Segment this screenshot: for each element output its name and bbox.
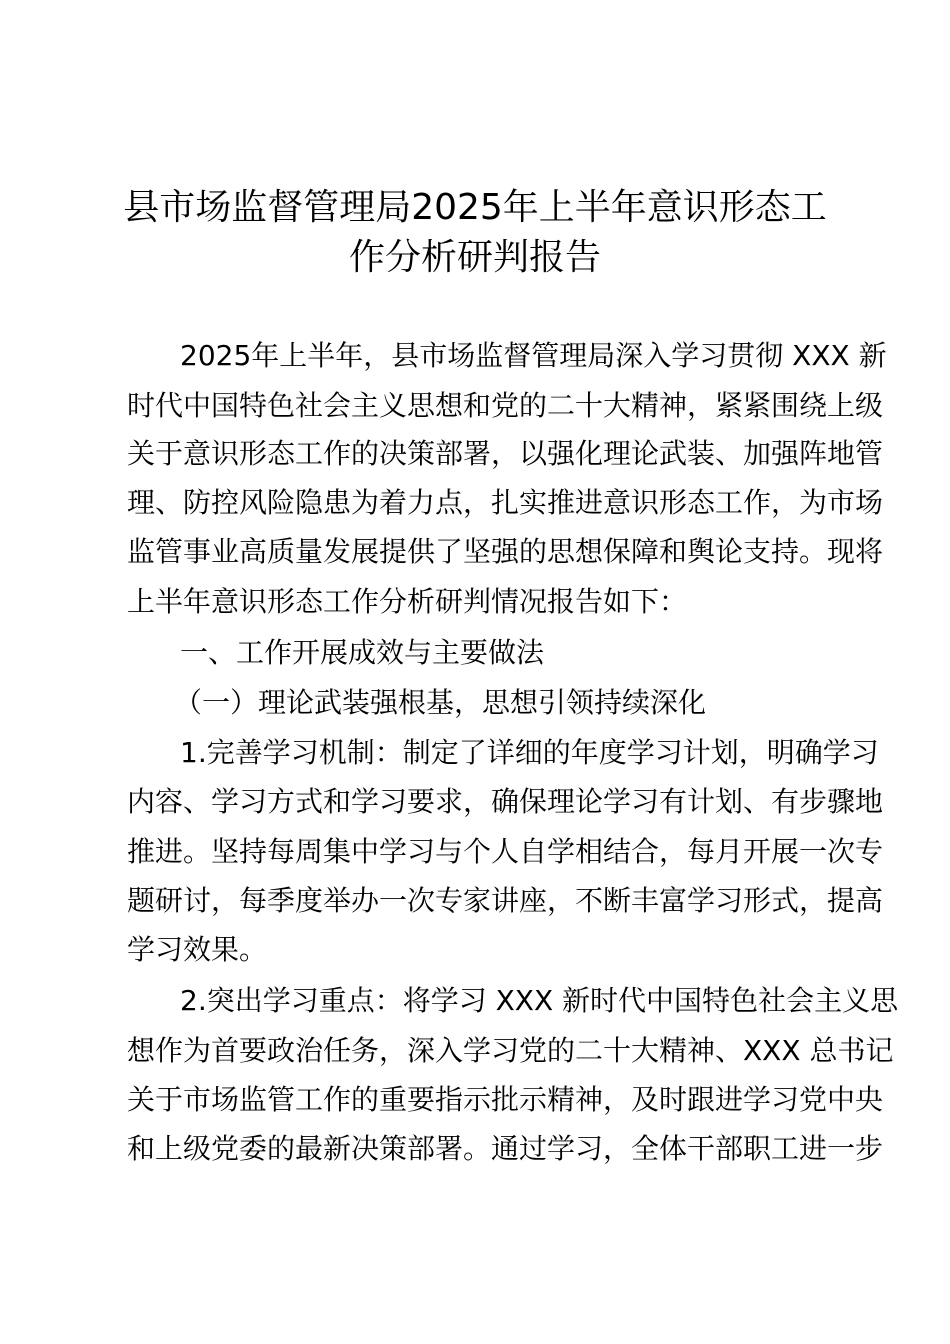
intro-line-2: 时代中国特色社会主义思想和党的二十大精神，紧紧围绕上级 xyxy=(127,389,884,422)
intro-line-1: 2025年上半年，县市场监督管理局深入学习贯彻 XXX 新 xyxy=(180,339,887,372)
section-heading: 一、工作开展成效与主要做法 xyxy=(180,636,545,669)
item1-line-1: 1.完善学习机制：制定了详细的年度学习计划，明确学习 xyxy=(180,736,879,769)
document-title-line-2: 作分析研判报告 xyxy=(348,237,601,278)
item1-line-3: 推进。坚持每周集中学习与个人自学相结合，每月开展一次专 xyxy=(127,835,884,868)
item2-line-3: 关于市场监管工作的重要指示批示精神，及时跟进学习党中央 xyxy=(127,1083,884,1116)
intro-line-3: 关于意识形态工作的决策部署，以强化理论武装、加强阵地管 xyxy=(127,437,884,470)
intro-line-4: 理、防控风险隐患为着力点，扎实推进意识形态工作，为市场 xyxy=(127,486,884,519)
intro-line-5: 监管事业高质量发展提供了坚强的思想保障和舆论支持。现将 xyxy=(127,535,884,568)
item2-line-2: 想作为首要政治任务，深入学习党的二十大精神、XXX 总书记 xyxy=(127,1034,894,1067)
intro-line-6: 上半年意识形态工作分析研判情况报告如下： xyxy=(127,585,688,618)
item1-line-5: 学习效果。 xyxy=(127,933,268,966)
item1-line-2: 内容、学习方式和学习要求，确保理论学习有计划、有步骤地 xyxy=(127,785,884,818)
document-title-line-1: 县市场监督管理局2025年上半年意识形态工 xyxy=(123,187,827,228)
subsection-heading: （一）理论武装强根基，思想引领持续深化 xyxy=(174,686,707,719)
item2-line-1: 2.突出学习重点：将学习 XXX 新时代中国特色社会主义思 xyxy=(180,984,899,1017)
item2-line-4: 和上级党委的最新决策部署。通过学习，全体干部职工进一步 xyxy=(127,1132,884,1165)
item1-line-4: 题研讨，每季度举办一次专家讲座，不断丰富学习形式，提高 xyxy=(127,884,884,917)
